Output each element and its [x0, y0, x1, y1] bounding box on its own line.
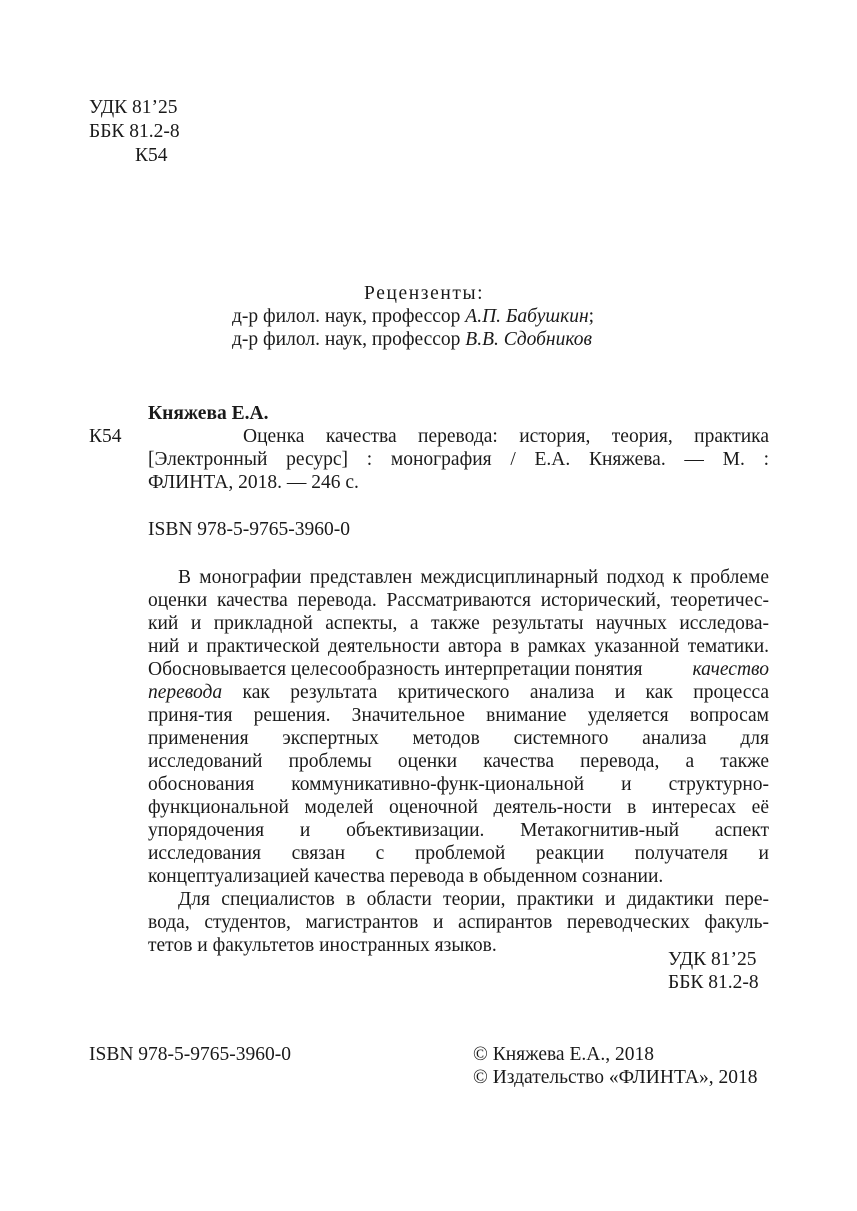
abstract-line: вода, студентов, магистрантов и аспирантов переводческих факуль-	[148, 912, 769, 933]
record-title-line-3: ФЛИНТА, 2018. — 246 с.	[148, 472, 359, 493]
abstract-line: применения экспертных методов системного анализа для	[148, 728, 769, 749]
reviewer-2-prefix: д-р филол. наук, профессор	[232, 329, 466, 350]
abstract-line	[148, 681, 769, 704]
abstract-line: концептуализацией качества перевода в обыденном сознании.	[148, 866, 664, 887]
abstract-text: Обосновывается целесообразность интерпретации понятия	[148, 659, 643, 680]
abstract-line: исследований проблемы оценки качества перевода, а также	[148, 751, 769, 772]
reviewer-2	[232, 328, 592, 351]
footer-isbn: ISBN 978-5-9765-3960-0	[89, 1044, 292, 1065]
reviewer-1-name: А.П. Бабушкин	[465, 306, 589, 327]
reviewer-1-suffix: ;	[588, 306, 595, 327]
abstract-term: перевода	[148, 682, 223, 703]
abstract-line: упорядочения и объективизации. Метакогнитив-ный аспект	[148, 820, 769, 841]
abstract-line: Для специалистов в области теории, практики и дидактики пере-	[178, 889, 769, 910]
abstract-line: ний и практической деятельности автора в рамках указанной тематики.	[148, 636, 769, 657]
abstract-term: качество	[692, 659, 769, 680]
abstract-line: В монографии представлен междисциплинарный подход к проблеме	[178, 567, 769, 588]
copyright-author: © Княжева Е.А., 2018	[473, 1044, 654, 1065]
reviewer-2-name: В.В. Сдобников	[465, 329, 592, 350]
bottom-bbk-code: ББК 81.2-8	[668, 972, 759, 993]
abstract-line: обоснования коммуникативно-функ-циональной и структурно-	[148, 774, 769, 795]
copyright-publisher: © Издательство «ФЛИНТА», 2018	[473, 1067, 758, 1088]
abstract-text: как результата критического анализа и как процесса	[222, 682, 769, 703]
reviewer-1-prefix: д-р филол. наук, профессор	[232, 306, 466, 327]
record-mark: К54	[89, 426, 122, 447]
bottom-udk-code: УДК 81’25	[668, 949, 757, 970]
abstract	[148, 566, 769, 957]
abstract-line: функциональной моделей оценочной деятель-ности в интересах её	[148, 797, 769, 818]
abstract-line: исследования связан с проблемой реакции получателя и	[148, 843, 769, 864]
abstract-line	[148, 658, 769, 681]
udk-code: УДК 81’25	[89, 97, 178, 118]
record-author: Княжева Е.А.	[148, 403, 269, 424]
author-mark: К54	[135, 145, 168, 166]
abstract-line: оценки качества перевода. Рассматриваются исторический, теоретичес-	[148, 590, 769, 611]
abstract-line: тетов и факультетов иностранных языков.	[148, 935, 497, 956]
bbk-code: ББК 81.2-8	[89, 121, 180, 142]
abstract-line: кий и прикладной аспекты, а также результаты научных исследова-	[148, 613, 769, 634]
reviewers-heading: Рецензенты:	[364, 283, 485, 304]
record-isbn: ISBN 978-5-9765-3960-0	[148, 519, 351, 540]
reviewer-1	[232, 305, 594, 328]
record-title-line-1: Оценка качества перевода: история, теория, практика	[243, 426, 769, 447]
bottom-index	[668, 948, 759, 994]
record-title-line-2: [Электронный ресурс] : монография / Е.А. Княжева. — М. :	[148, 449, 769, 470]
abstract-line: приня-тия решения. Значительное внимание уделяется вопросам	[148, 705, 769, 726]
